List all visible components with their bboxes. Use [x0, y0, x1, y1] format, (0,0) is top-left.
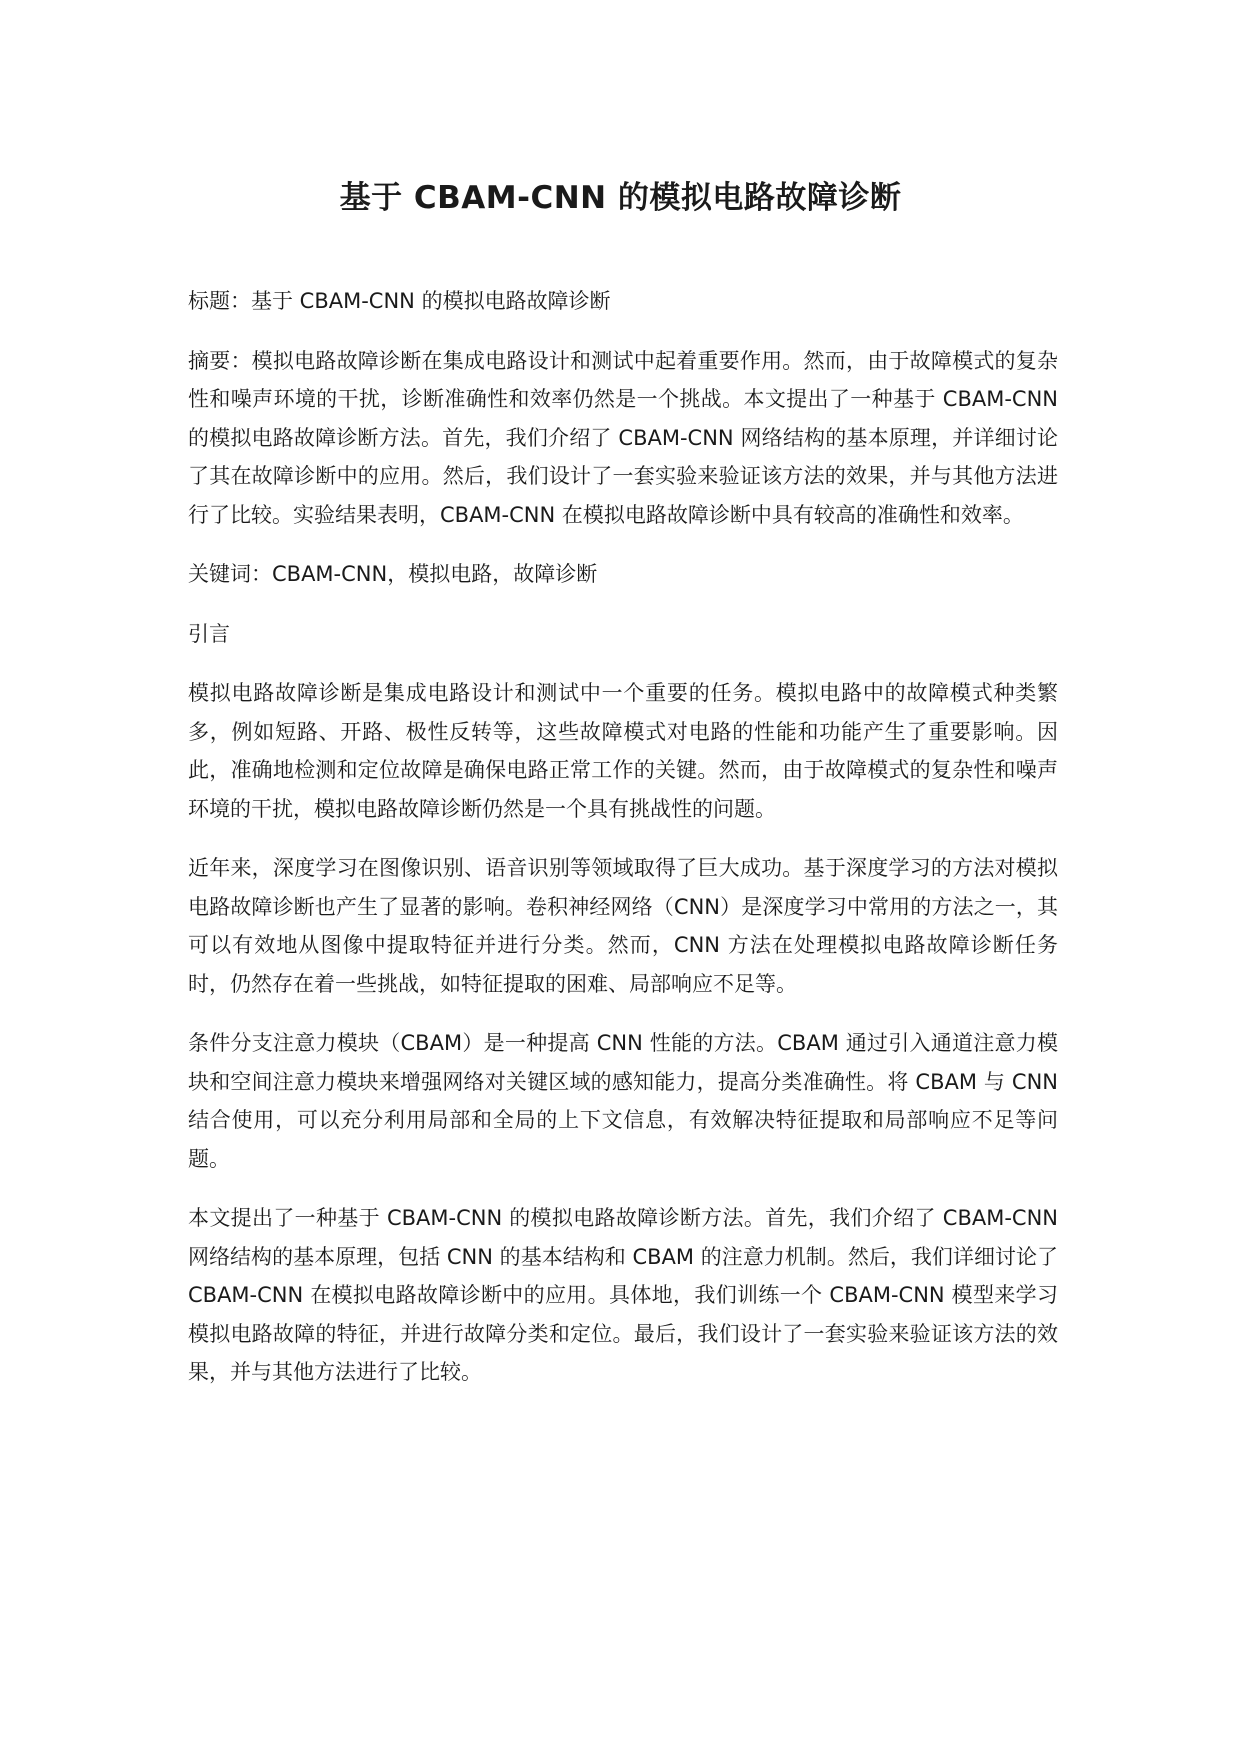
title-line: 标题：基于 CBAM-CNN 的模拟电路故障诊断 — [188, 289, 611, 313]
intro-paragraph-3: 条件分支注意力模块（CBAM）是一种提高 CNN 性能的方法。CBAM 通过引入通道注意力模块和空间注意力模块来增强网络对关键区域的感知能力，提高分类准确性。将 CBAM 与 CNN 结合使用，可以充分利用局部和全局的上下文信息，有效解决特征提取和局部响应不足等问题。 — [188, 1031, 1058, 1171]
intro-paragraph-2: 近年来，深度学习在图像识别、语音识别等领域取得了巨大成功。基于深度学习的方法对模拟电路故障诊断也产生了显著的影响。卷积神经网络（CNN）是深度学习中常用的方法之一，其可以有效地从图像中提取特征并进行分类。然而，CNN 方法在处理模拟电路故障诊断任务时，仍然存在着一些挑战，如特征提取的困难、局部响应不足等。 — [188, 856, 1058, 996]
abstract-paragraph: 摘要：模拟电路故障诊断在集成电路设计和测试中起着重要作用。然而，由于故障模式的复杂性和噪声环境的干扰，诊断准确性和效率仍然是一个挑战。本文提出了一种基于 CBAM-CNN 的模拟电路故障诊断方法。首先，我们介绍了 CBAM-CNN 网络结构的基本原理，并详细讨论了其在故障诊断中的应用。然后，我们设计了一套实验来验证该方法的效果，并与其他方法进行了比较。实验结果表明，CBAM-CNN 在模拟电路故障诊断中具有较高的准确性和效率。 — [188, 348, 1058, 527]
keywords-line: 关键词：CBAM-CNN，模拟电路，故障诊断 — [188, 562, 598, 586]
intro-paragraph-4: 本文提出了一种基于 CBAM-CNN 的模拟电路故障诊断方法。首先，我们介绍了 CBAM-CNN 网络结构的基本原理，包括 CNN 的基本结构和 CBAM 的注意力机制。然后，我们详细讨论了 CBAM-CNN 在模拟电路故障诊断中的应用。具体地，我们训练一个 CBAM-CNN 模型来学习模拟电路故障的特征，并进行故障分类和定位。最后，我们设计了一套实验来验证该方法的效果，并与其他方法进行了比较。 — [188, 1206, 1058, 1384]
document-title: 基于 CBAM-CNN 的模拟电路故障诊断 — [339, 180, 902, 216]
intro-paragraph-1: 模拟电路故障诊断是集成电路设计和测试中一个重要的任务。模拟电路中的故障模式种类繁多，例如短路、开路、极性反转等，这些故障模式对电路的性能和功能产生了重要影响。因此，准确地检测和定位故障是确保电路正常工作的关键。然而，由于故障模式的复杂性和噪声环境的干扰，模拟电路故障诊断仍然是一个具有挑战性的问题。 — [188, 681, 1058, 821]
section-heading-introduction: 引言 — [188, 621, 230, 646]
document-body — [188, 282, 1058, 1413]
